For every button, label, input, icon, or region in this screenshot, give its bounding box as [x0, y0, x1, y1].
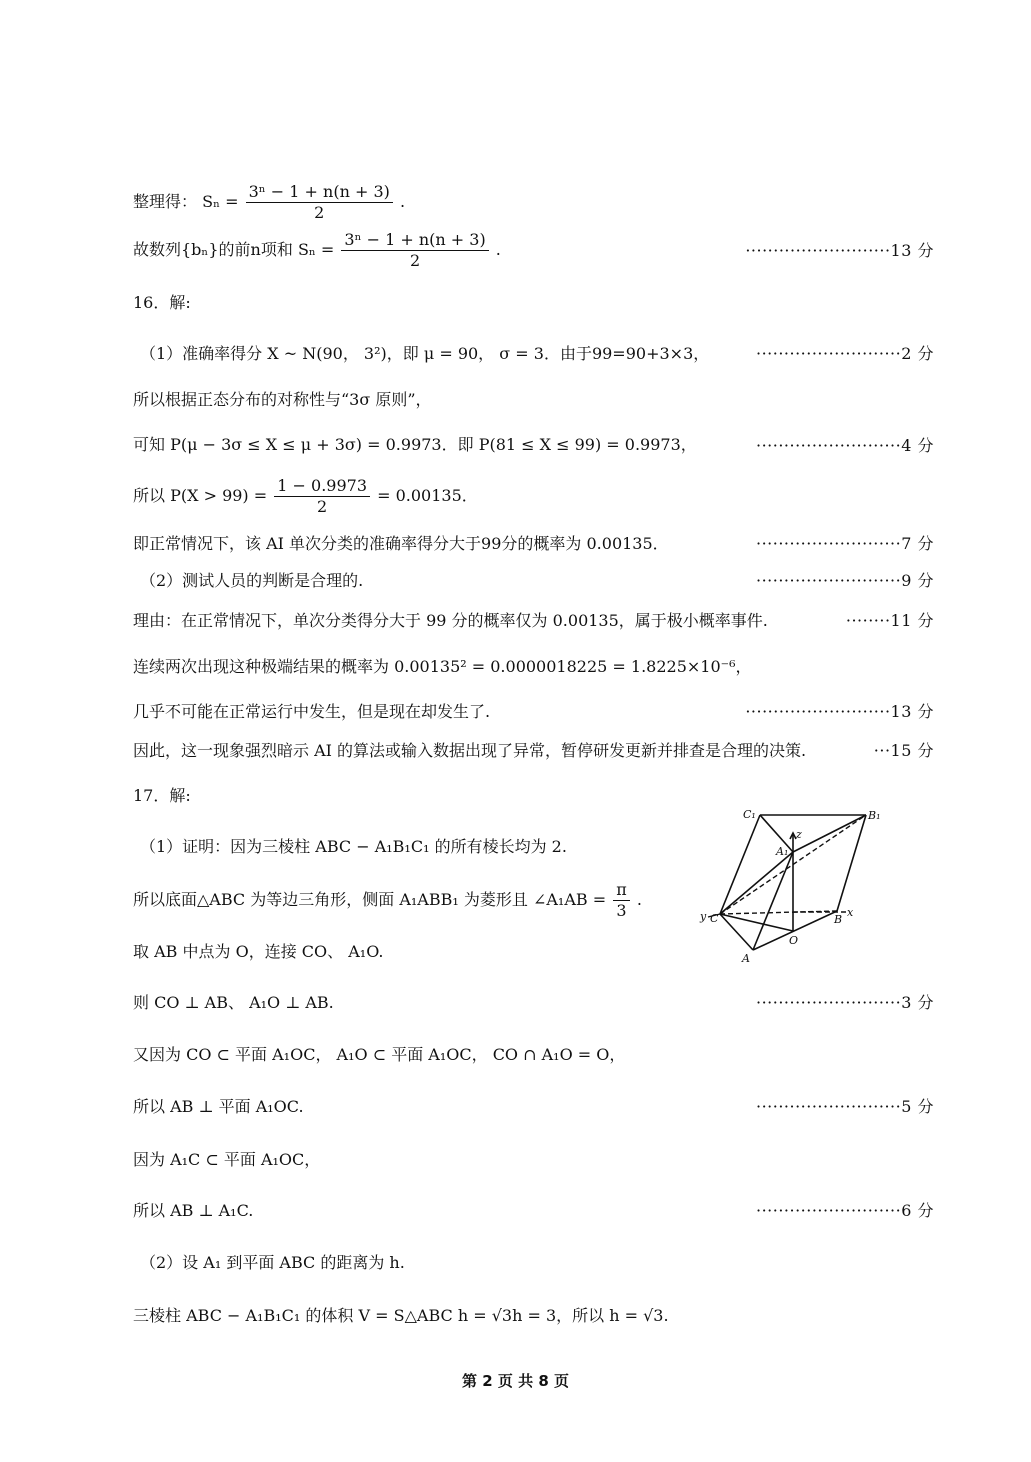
- line: 因为 A₁C ⊂ 平面 A₁OC，: [133, 1150, 321, 1169]
- line: 因此，这一现象强烈暗示 AI 的算法或输入数据出现了异常，暂停研发更新并排查是合理的决策.: [133, 741, 807, 760]
- line: 取 AB 中点为 O，连接 CO、 A₁O.: [133, 942, 384, 961]
- line: 则 CO ⊥ AB、 A₁O ⊥ AB.: [133, 993, 334, 1012]
- line: 理由：在正常情况下，单次分类得分大于 99 分的概率仅为 0.00135，属于极小概率事件.: [133, 611, 768, 630]
- figure-labels: [699, 808, 880, 965]
- score-mark: ··························9 分: [755, 571, 934, 590]
- line-probability: [133, 476, 478, 517]
- label-y: y: [700, 910, 707, 923]
- label-A1: A₁: [776, 845, 789, 858]
- prism-figure: [690, 796, 880, 976]
- fraction: [274, 476, 370, 517]
- label-C1: C₁: [743, 808, 756, 821]
- label-B1: B₁: [868, 809, 880, 822]
- text: .: [399, 192, 406, 211]
- page-footer: 第 2 页 共 8 页: [462, 1372, 569, 1390]
- score-mark: ··························6 分: [755, 1201, 934, 1220]
- line: （2）测试人员的判断是合理的.: [140, 571, 364, 590]
- score-mark: ··························3 分: [755, 993, 934, 1012]
- text: .: [495, 240, 501, 259]
- line: （1）证明：因为三棱柱 ABC − A₁B₁C₁ 的所有棱长均为 2.: [140, 837, 567, 856]
- text: 所以底面△ABC 为等边三角形，侧面 A₁ABB₁ 为菱形且 ∠A₁AB =: [133, 890, 607, 909]
- line: （2）设 A₁ 到平面 ABC 的距离为 h.: [140, 1253, 405, 1272]
- line: 又因为 CO ⊂ 平面 A₁OC， A₁O ⊂ 平面 A₁OC， CO ∩ A₁O = O，: [133, 1045, 626, 1064]
- fraction: [613, 880, 630, 921]
- line: 三棱柱 ABC − A₁B₁C₁ 的体积 V = S△ABC h = √3h = 3，所以 h = √3.: [133, 1306, 669, 1325]
- score-mark: ··························7 分: [755, 534, 934, 553]
- denominator: 2: [314, 203, 325, 222]
- line: 即正常情况下，该 AI 单次分类的准确率得分大于99分的概率为 0.00135．: [133, 534, 669, 553]
- score-mark: ··························2 分: [755, 344, 934, 363]
- line-conclusion: [133, 230, 501, 271]
- score-mark: ··························4 分: [755, 436, 934, 455]
- score-mark: ···15 分: [873, 741, 934, 760]
- line: 所以根据正态分布的对称性与“3σ 原则”，: [133, 390, 432, 409]
- score-mark: ··························13 分: [745, 702, 934, 721]
- edge-A1-B1: [793, 815, 866, 852]
- label-A: A: [742, 952, 750, 965]
- line: 所以 AB ⊥ 平面 A₁OC.: [133, 1097, 304, 1116]
- label-B: B: [834, 913, 843, 926]
- line: 连续两次出现这种极端结果的概率为 0.00135² = 0.0000018225 = 1.8225×10⁻⁶，: [133, 657, 752, 676]
- label-O: O: [789, 934, 799, 947]
- denominator: 2: [409, 251, 421, 270]
- numerator: 3ⁿ − 1 + n(n + 3): [341, 230, 488, 251]
- label-z: z: [796, 828, 802, 841]
- edge-C1-C: [720, 815, 760, 914]
- numerator: 3ⁿ − 1 + n(n + 3): [246, 182, 393, 203]
- line: （1）准确率得分 X ~ N(90， 3²)，即 μ = 90， σ = 3．由于99=90+3×3，: [140, 344, 710, 363]
- text: 所以 P(X > 99) =: [133, 486, 268, 505]
- line-summary: [133, 182, 405, 223]
- score-mark: ··························13 分: [745, 241, 934, 260]
- line: 可知 P(μ − 3σ ≤ X ≤ μ + 3σ) = 0.9973．即 P(81 ≤ X ≤ 99) = 0.9973，: [133, 435, 697, 454]
- text: .: [636, 890, 642, 909]
- fraction: [341, 230, 488, 271]
- line: 几乎不可能在正常运行中发生，但是现在却发生了.: [133, 702, 491, 721]
- text: 整理得：: [133, 192, 198, 211]
- segment-C-O: [720, 914, 793, 931]
- denominator: 2: [317, 497, 328, 516]
- formula-lhs: Sₙ =: [202, 192, 239, 211]
- numerator: π: [613, 880, 630, 901]
- question-16-heading: 16．解:: [133, 293, 191, 312]
- text: = 0.00135．: [377, 486, 478, 505]
- label-x: x: [847, 906, 854, 919]
- prism-solid-edges: [720, 815, 866, 950]
- text: 故数列{bₙ}的前n项和: [133, 240, 293, 259]
- formula-lhs: Sₙ =: [297, 240, 335, 259]
- fraction: [246, 182, 393, 223]
- edge-C-A: [720, 914, 753, 950]
- edge-A1-A: [753, 852, 793, 950]
- edge-B1-B: [837, 815, 866, 911]
- score-mark: ········11 分: [845, 611, 934, 630]
- denominator: 3: [616, 901, 627, 920]
- numerator: 1 − 0.9973: [274, 476, 370, 497]
- line: 所以 AB ⊥ A₁C.: [133, 1201, 254, 1220]
- label-C: C: [710, 912, 719, 925]
- line-rhombus: [133, 880, 642, 921]
- question-17-heading: 17．解:: [133, 786, 191, 805]
- score-mark: ··························5 分: [755, 1097, 934, 1116]
- edge-C-A1: [720, 852, 793, 914]
